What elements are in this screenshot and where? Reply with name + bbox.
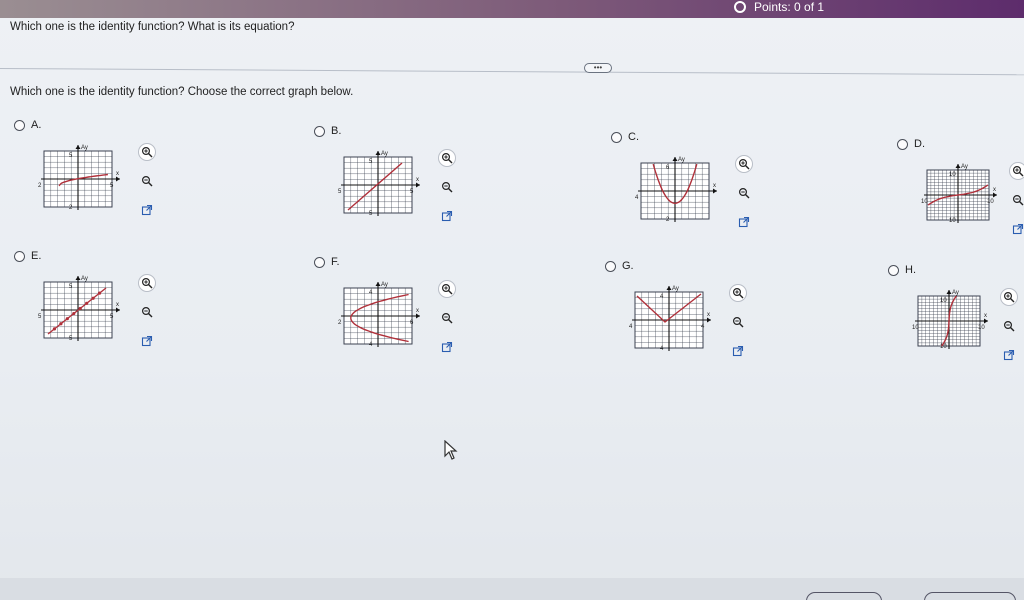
zoom-out-icon[interactable]: [138, 172, 156, 190]
y-tick-label: 5: [369, 159, 373, 165]
option-d[interactable]: [897, 138, 1024, 248]
footer-button-2[interactable]: [924, 592, 1016, 600]
zoom-out-icon[interactable]: [735, 184, 753, 202]
option-label[interactable]: [14, 250, 41, 262]
option-letter: B.: [331, 125, 342, 137]
option-label[interactable]: [605, 260, 634, 272]
x-axis-label: x: [416, 177, 419, 183]
graph-point: [66, 317, 69, 320]
y-neg-tick-label: 2: [666, 217, 670, 223]
x-tick-label: 10: [978, 325, 985, 331]
option-a[interactable]: [14, 119, 164, 229]
y-tick-label: 5: [69, 284, 73, 290]
popout-icon[interactable]: [735, 213, 753, 231]
x-axis-label: x: [993, 187, 996, 193]
x-neg-tick-label: 2: [38, 183, 42, 189]
y-tick-label: 6: [666, 165, 670, 171]
graph-point: [92, 297, 95, 300]
option-label[interactable]: [897, 138, 925, 150]
graph-tools: [138, 274, 156, 350]
x-tick-label: 5: [110, 183, 114, 189]
x-axis-label: x: [713, 183, 716, 189]
graph-tools: [729, 284, 747, 360]
y-tick-label: 10: [949, 172, 956, 178]
x-tick-label: 10: [987, 199, 994, 205]
x-neg-tick-label: 2: [338, 320, 342, 326]
zoom-in-icon[interactable]: [138, 143, 156, 161]
y-neg-tick-label: 10: [940, 344, 947, 350]
popout-icon[interactable]: [138, 332, 156, 350]
y-tick-label: 4: [660, 294, 664, 300]
y-tick-label: 5: [69, 153, 73, 159]
option-h[interactable]: [888, 264, 1024, 374]
x-neg-tick-label: 5: [38, 314, 42, 320]
graph-point: [59, 322, 62, 325]
zoom-out-icon[interactable]: [729, 313, 747, 331]
option-label[interactable]: [314, 256, 340, 268]
radio-button[interactable]: [897, 139, 908, 150]
y-axis-label: Ay: [961, 164, 968, 170]
x-neg-tick-label: 10: [921, 199, 928, 205]
zoom-in-icon[interactable]: [1009, 162, 1024, 180]
question-text: Which one is the identity function? What is its equation?: [10, 21, 295, 33]
radio-button[interactable]: [605, 261, 616, 272]
graph-thumbnail[interactable]: [36, 272, 130, 357]
graph-tools: [138, 143, 156, 219]
graph-thumbnail[interactable]: [336, 147, 430, 232]
popout-icon[interactable]: [138, 201, 156, 219]
graph-thumbnail[interactable]: [633, 153, 727, 238]
x-tick-label: 6: [410, 320, 414, 326]
divider-line: [0, 68, 1024, 75]
graph-thumbnail[interactable]: [627, 282, 721, 367]
x-tick-label: 5: [410, 189, 414, 195]
graph-point: [79, 307, 82, 310]
x-axis-label: x: [984, 313, 987, 319]
y-neg-tick-label: 2: [69, 205, 73, 211]
y-neg-tick-label: 10: [949, 218, 956, 224]
y-neg-tick-label: 4: [369, 342, 373, 348]
option-c[interactable]: [611, 131, 761, 241]
graph-thumbnail[interactable]: [336, 278, 430, 363]
graph-tools: [438, 149, 456, 225]
y-axis-label: Ay: [81, 145, 88, 151]
x-axis-label: x: [416, 308, 419, 314]
x-neg-tick-label: 5: [338, 189, 342, 195]
points-circle-icon: [734, 1, 746, 13]
option-letter: D.: [914, 138, 925, 150]
option-label[interactable]: [14, 119, 41, 131]
y-axis-label: Ay: [678, 157, 685, 163]
option-f[interactable]: [314, 256, 464, 366]
zoom-out-icon[interactable]: [438, 309, 456, 327]
graph-tools: [1009, 162, 1024, 238]
popout-icon[interactable]: [438, 207, 456, 225]
zoom-in-icon[interactable]: [1000, 288, 1018, 306]
x-axis-label: x: [707, 312, 710, 318]
zoom-in-icon[interactable]: [438, 149, 456, 167]
graph-point: [98, 292, 101, 295]
graph-point: [72, 312, 75, 315]
zoom-out-icon[interactable]: [138, 303, 156, 321]
y-axis-label: Ay: [672, 286, 679, 292]
zoom-in-icon[interactable]: [735, 155, 753, 173]
radio-button[interactable]: [14, 251, 25, 262]
option-e[interactable]: [14, 250, 164, 360]
option-letter: C.: [628, 131, 639, 143]
option-letter: G.: [622, 260, 634, 272]
option-label[interactable]: [888, 264, 916, 276]
zoom-out-icon[interactable]: [1000, 317, 1018, 335]
option-g[interactable]: [605, 260, 755, 370]
option-label[interactable]: [314, 125, 341, 137]
y-axis-label: Ay: [81, 276, 88, 282]
more-button[interactable]: •••: [584, 63, 612, 73]
radio-button[interactable]: [888, 265, 899, 276]
points-label: Points: 0 of 1: [754, 0, 825, 14]
y-axis-label: Ay: [952, 290, 959, 296]
popout-icon[interactable]: [729, 342, 747, 360]
graph-tools: [1000, 288, 1018, 364]
option-letter: F.: [331, 256, 340, 268]
y-axis-label: Ay: [381, 151, 388, 157]
mouse-cursor-icon: [444, 440, 458, 465]
graph-thumbnail[interactable]: [919, 160, 1007, 239]
radio-button[interactable]: [611, 132, 622, 143]
popout-icon[interactable]: [1009, 220, 1024, 238]
x-neg-tick-label: 4: [629, 324, 633, 330]
zoom-out-icon[interactable]: [1009, 191, 1024, 209]
y-neg-tick-label: 5: [369, 211, 373, 217]
instruction-text: Which one is the identity function? Choose the correct graph below.: [10, 86, 354, 98]
graph-thumbnail[interactable]: [910, 286, 998, 365]
graph-tools: [735, 155, 753, 231]
y-neg-tick-label: 4: [660, 346, 664, 352]
option-label[interactable]: [611, 131, 639, 143]
graph-tools: [438, 280, 456, 356]
graph-point: [85, 302, 88, 305]
x-tick-label: 4: [701, 324, 705, 330]
y-neg-tick-label: 5: [69, 336, 73, 342]
x-tick-label: 5: [110, 314, 114, 320]
section-divider: [0, 60, 1024, 76]
y-tick-label: 4: [369, 290, 373, 296]
radio-button[interactable]: [314, 126, 325, 137]
graph-point: [53, 327, 56, 330]
popout-icon[interactable]: [1000, 346, 1018, 364]
x-axis-label: x: [116, 302, 119, 308]
x-neg-tick-label: 4: [635, 195, 639, 201]
zoom-out-icon[interactable]: [438, 178, 456, 196]
zoom-in-icon[interactable]: [138, 274, 156, 292]
points-indicator: [734, 0, 824, 14]
y-tick-label: 10: [940, 298, 947, 304]
graph-thumbnail[interactable]: [36, 141, 130, 226]
zoom-in-icon[interactable]: [729, 284, 747, 302]
footer-button-1[interactable]: [806, 592, 882, 600]
option-letter: A.: [31, 119, 42, 131]
option-letter: E.: [31, 250, 42, 262]
popout-icon[interactable]: [438, 338, 456, 356]
option-b[interactable]: [314, 125, 464, 235]
top-bar: [0, 0, 1024, 18]
zoom-in-icon[interactable]: [438, 280, 456, 298]
radio-button[interactable]: [314, 257, 325, 268]
radio-button[interactable]: [14, 120, 25, 131]
option-letter: H.: [905, 264, 916, 276]
x-neg-tick-label: 10: [912, 325, 919, 331]
y-axis-label: Ay: [381, 282, 388, 288]
x-axis-label: x: [116, 171, 119, 177]
